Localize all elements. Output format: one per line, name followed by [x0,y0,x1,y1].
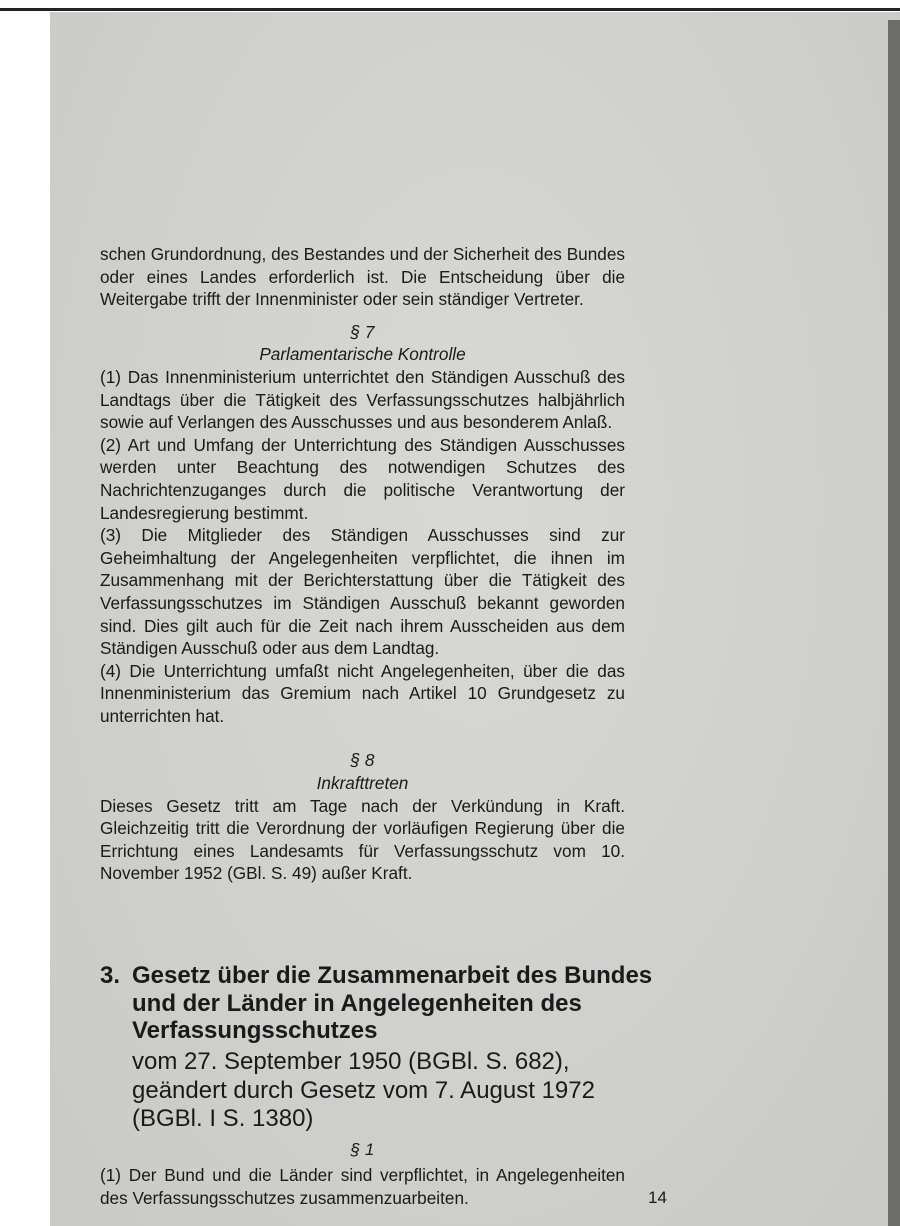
law-3-section-1-number: § 1 [350,1140,375,1159]
section-7-paragraph-1: (1) Das Innenministerium unterrichtet den Ständigen Ausschuß des Landtags über die Tätigkeit des Verfassungsschutzes halbjährlich sowie auf Verlangen des Ausschusses und aus besonderem Anlaß. [100,366,625,433]
law-3-number: 3. [100,962,121,989]
law-3-section-1-paragraph-1: (1) Der Bund und die Länder sind verpflichtet, in Angelegenheiten des Verfassungsschutzes zusammenzuarbeiten. [100,1165,625,1208]
section-7-paragraph-4: (4) Die Unterrichtung umfaßt nicht Angelegenheiten, über die das Innenministerium das Gremium nach Artikel 10 Grundgesetz zu unterrichten hat. [100,660,625,726]
section-8-number: § 8 [350,750,375,771]
scan-top-edge [0,8,900,11]
law-3-subtitle: vom 27. September 1950 (BGBl. S. 682), geändert durch Gesetz vom 7. August 1972 (BGBl. I S. 1380) [132,1048,595,1132]
scan-right-edge [888,20,900,1226]
section-8-title: Inkrafttreten [316,773,409,794]
law-3-title: Gesetz über die Zusammenarbeit des Bundes und der Länder in Angelegenheiten des Verfassungsschutzes [132,962,653,1044]
body-text-column [100,243,625,885]
section-7-title: Parlamentarische Kontrolle [259,344,466,365]
section-7-paragraph-3: (3) Die Mitglieder des Ständigen Ausschusses sind zur Geheimhaltung der Angelegenheiten verpflichtet, die ihnen im Zusammenhang mit der Berichterstattung über die Tätigkeit des Verfassungsschutzes im Ständigen Ausschuß bekannt geworden sind. Dies gilt auch für die Zeit nach ihrem Ausscheiden aus dem Ständigen Ausschuß oder aus dem Landtag. [100,525,625,659]
page-number: 14 [648,1188,667,1207]
section-8-paragraph-1: Dieses Gesetz tritt am Tage nach der Verkündung in Kraft. Gleichzeitig tritt die Verordnung der vorläufigen Regierung über die Errichtung eines Landesamts für Verfassungsschutz vom 10. November 1952 (GBl. S. 49) außer Kraft. [100,795,625,884]
section-7-paragraph-2: (2) Art und Umfang der Unterrichtung des Ständigen Ausschusses werden unter Beachtung des notwendigen Schutzes des Nachrichtenzuganges durch die politische Verantwortung der Landesregierung bestimmt. [100,434,625,523]
section-7-number: § 7 [350,321,375,342]
continuation-paragraph: schen Grundordnung, des Bestandes und der Sicherheit des Bundes oder eines Landes erforderlich ist. Die Entscheidung über die Weitergabe trifft der Innenminister oder sein ständiger Vertreter. [100,244,625,310]
law-3-heading [100,962,660,1045]
